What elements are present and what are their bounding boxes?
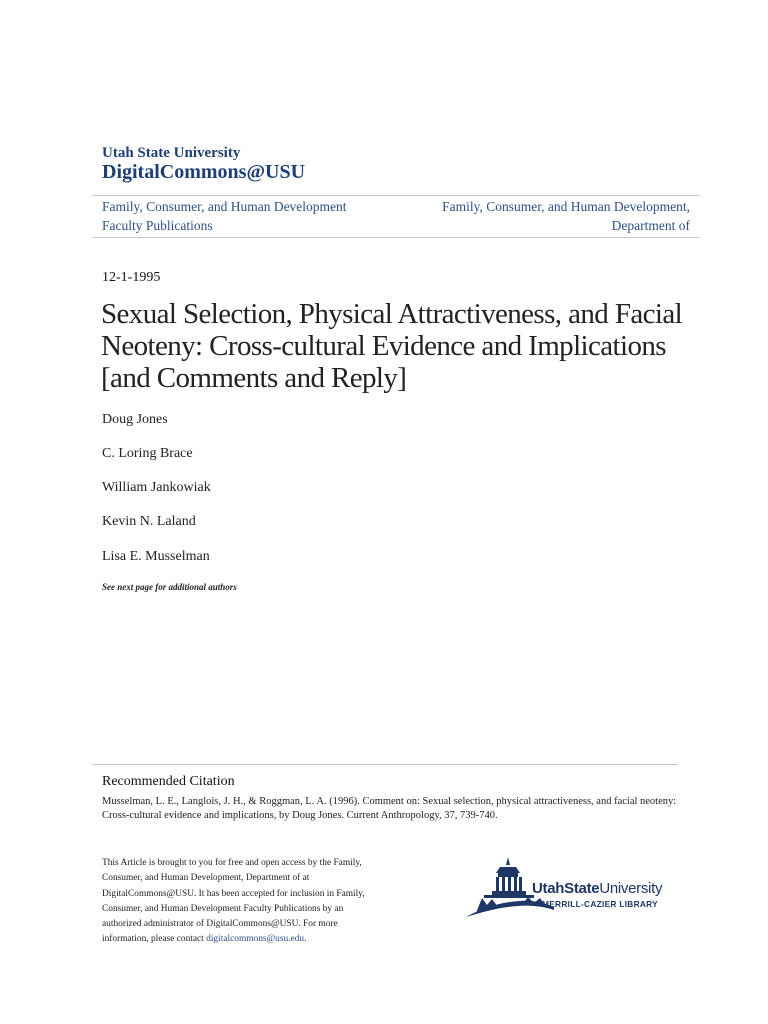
citation-text: Musselman, L. E., Langlois, J. H., & Roggman, L. A. (1996). Comment on: Sexual selection, physical attractiveness, and facial neoteny: Cross-cultural evidence and implications, by Doug Jones. Current Anthropology, 37, 739-740. — [102, 796, 677, 821]
author-name: Doug Jones — [102, 412, 168, 427]
repository-link[interactable]: DigitalCommons@USU — [102, 161, 306, 183]
access-line-3: DigitalCommons@USU. It has been accepted for inclusion in Family, — [102, 888, 365, 899]
title-line-1: Sexual Selection, Physical Attractiveness, and Facial — [101, 298, 683, 330]
access-line-6-prefix: information, please contact — [102, 934, 207, 945]
logo-library-name: MERRILL-CAZIER LIBRARY — [542, 899, 658, 909]
logo-name-regular: University — [599, 880, 663, 897]
access-statement — [102, 856, 372, 948]
department-link[interactable] — [395, 198, 690, 235]
collection-link[interactable] — [102, 198, 392, 235]
additional-authors-link[interactable]: See next page for additional authors — [102, 582, 237, 592]
department-line-1[interactable]: Family, Consumer, and Human Development, — [442, 199, 690, 214]
institution-name: Utah State University — [102, 145, 241, 161]
article-title — [101, 298, 701, 394]
author-name: Kevin N. Laland — [102, 514, 196, 529]
access-line-6 — [102, 932, 372, 947]
logo-name-bold: UtahState — [532, 880, 600, 897]
author-name: C. Loring Brace — [102, 446, 193, 461]
publication-date: 12-1-1995 — [102, 270, 161, 285]
citation-divider — [92, 764, 678, 765]
collection-line-1[interactable]: Family, Consumer, and Human Development — [102, 199, 347, 214]
contact-email-link[interactable]: digitalcommons@usu.edu — [206, 934, 305, 945]
middle-divider — [92, 237, 700, 238]
citation-heading: Recommended Citation — [102, 774, 235, 789]
access-line-4: Consumer, and Human Development Faculty Publications by an — [102, 903, 344, 914]
access-line-6-suffix: . — [304, 934, 307, 945]
author-name: Lisa E. Musselman — [102, 549, 210, 564]
access-line-1: This Article is brought to you for free and open access by the Family, — [102, 858, 362, 868]
department-line-2[interactable]: Department of — [611, 217, 690, 233]
title-line-2: Neoteny: Cross-cultural Evidence and Implications — [101, 330, 666, 362]
access-line-5: authorized administrator of DigitalCommons@USU. For more — [102, 919, 338, 930]
title-line-3: [and Comments and Reply] — [101, 362, 407, 394]
top-divider — [92, 195, 700, 196]
collection-line-2[interactable]: Faculty Publications — [102, 217, 213, 233]
author-name: William Jankowiak — [102, 480, 211, 495]
logo-university-name — [532, 880, 662, 897]
access-line-2: Consumer, and Human Development, Department of at — [102, 873, 310, 884]
